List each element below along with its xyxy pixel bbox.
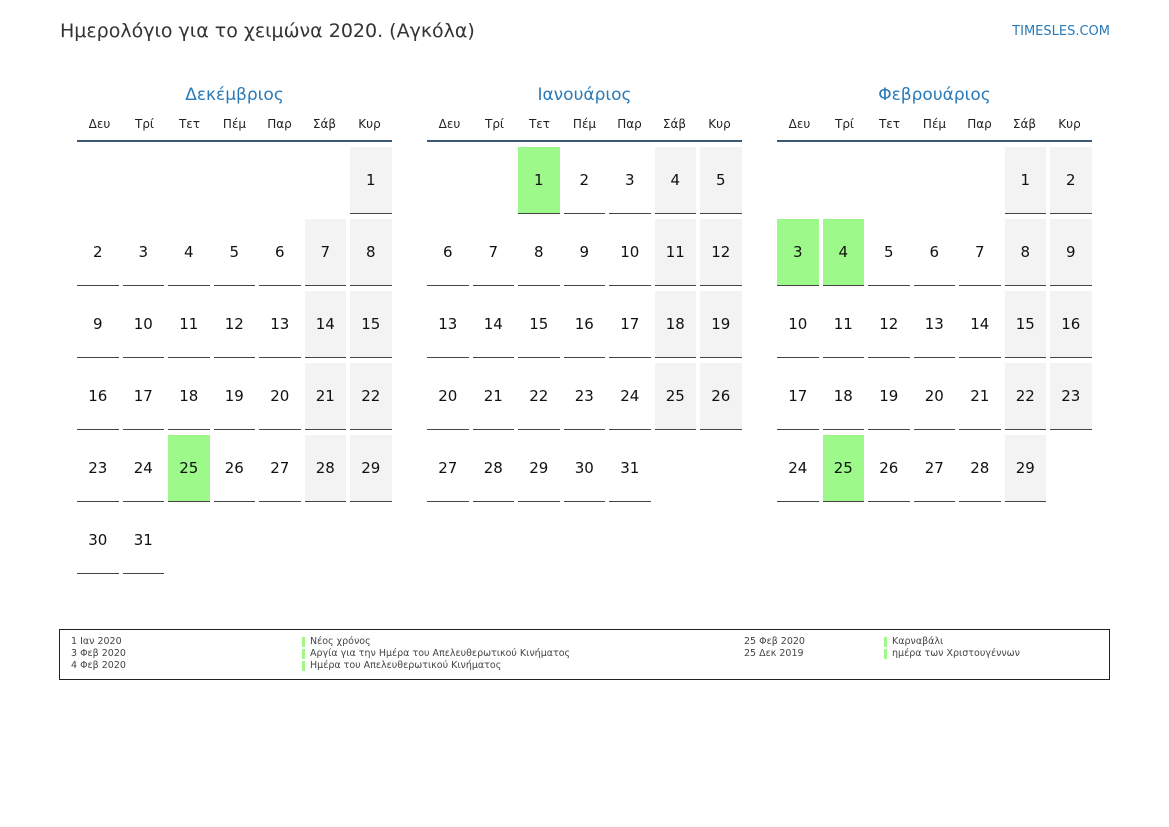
month-name: Δεκέμβριος	[185, 85, 284, 105]
weekday-label: Τετ	[178, 117, 201, 131]
empty-day-cell	[1050, 435, 1092, 501]
empty-day-cell	[700, 435, 742, 501]
holiday-day-cell[interactable]: 3	[777, 219, 819, 286]
empty-day-cell	[77, 147, 119, 213]
day-cell[interactable]: 17	[609, 291, 651, 358]
day-cell[interactable]: 20	[427, 363, 469, 430]
day-cell[interactable]: 3	[609, 147, 651, 214]
empty-day-cell	[168, 147, 210, 213]
day-cell[interactable]: 4	[168, 219, 210, 286]
day-cell[interactable]: 19	[700, 291, 742, 358]
empty-day-cell	[914, 147, 956, 213]
day-cell[interactable]: 24	[777, 435, 819, 502]
holiday-color-swatch	[884, 637, 887, 647]
weekday-label: Σάβ	[662, 117, 687, 131]
weekday-label: Παρ	[267, 117, 292, 131]
day-cell[interactable]: 11	[655, 219, 697, 286]
day-cell[interactable]: 23	[564, 363, 606, 430]
day-grid	[77, 147, 392, 574]
day-cell[interactable]: 16	[1050, 291, 1092, 358]
day-cell[interactable]: 23	[1050, 363, 1092, 430]
weekday-header	[77, 114, 392, 142]
weekday-label: Δευ	[438, 117, 461, 131]
day-cell[interactable]: 19	[868, 363, 910, 430]
weekday-label: Πέμ	[922, 117, 947, 131]
weekday-label: Σάβ	[1012, 117, 1037, 131]
day-cell[interactable]: 2	[564, 147, 606, 214]
day-cell[interactable]: 8	[1005, 219, 1047, 286]
weekday-label: Πέμ	[222, 117, 247, 131]
weekday-header	[427, 114, 742, 142]
holiday-day-cell[interactable]: 25	[823, 435, 865, 502]
day-cell[interactable]: 26	[214, 435, 256, 502]
day-cell[interactable]: 22	[1005, 363, 1047, 430]
day-cell[interactable]: 10	[609, 219, 651, 286]
day-cell[interactable]: 7	[959, 219, 1001, 286]
day-cell[interactable]: 18	[168, 363, 210, 430]
day-cell[interactable]: 12	[214, 291, 256, 358]
empty-day-cell	[259, 147, 301, 213]
day-cell[interactable]: 14	[473, 291, 515, 358]
empty-day-cell	[655, 435, 697, 501]
day-cell[interactable]: 28	[473, 435, 515, 502]
legend-holiday-name: Νέος χρόνος	[310, 636, 371, 647]
day-cell[interactable]: 13	[914, 291, 956, 358]
day-cell[interactable]: 29	[350, 435, 392, 502]
weekday-label: Κυρ	[1058, 117, 1081, 131]
day-cell[interactable]: 17	[777, 363, 819, 430]
empty-day-cell	[123, 147, 165, 213]
holiday-color-swatch	[884, 649, 887, 659]
brand-link[interactable]: TIMESLES.COM	[1012, 24, 1110, 39]
day-cell[interactable]: 10	[777, 291, 819, 358]
legend-date: 4 Φεβ 2020	[71, 660, 126, 671]
day-cell[interactable]: 5	[700, 147, 742, 214]
weekday-label: Κυρ	[358, 117, 381, 131]
day-cell[interactable]: 4	[655, 147, 697, 214]
weekday-label: Τρί	[134, 117, 154, 131]
empty-day-cell	[473, 147, 515, 213]
day-cell[interactable]: 29	[1005, 435, 1047, 502]
empty-day-cell	[350, 507, 392, 573]
empty-day-cell	[868, 147, 910, 213]
day-cell[interactable]: 25	[655, 363, 697, 430]
month-calendar	[77, 84, 392, 574]
legend-date: 25 Δεκ 2019	[744, 648, 804, 659]
day-cell[interactable]: 12	[700, 219, 742, 286]
empty-day-cell	[259, 507, 301, 573]
day-cell[interactable]: 16	[564, 291, 606, 358]
month-name: Ιανουάριος	[537, 85, 632, 105]
day-cell[interactable]: 9	[77, 291, 119, 358]
day-cell[interactable]: 12	[868, 291, 910, 358]
empty-day-cell	[823, 147, 865, 213]
legend-holiday-name: Ημέρα του Απελευθερωτικού Κινήματος	[310, 660, 502, 671]
day-cell[interactable]: 18	[655, 291, 697, 358]
day-cell[interactable]: 15	[350, 291, 392, 358]
holiday-color-swatch	[302, 661, 305, 671]
day-cell[interactable]: 27	[427, 435, 469, 502]
day-cell[interactable]: 24	[123, 435, 165, 502]
weekday-label: Δευ	[88, 117, 111, 131]
day-cell[interactable]: 15	[1005, 291, 1047, 358]
day-cell[interactable]: 21	[473, 363, 515, 430]
day-cell[interactable]: 30	[77, 507, 119, 574]
weekday-label: Τρί	[484, 117, 504, 131]
day-cell[interactable]: 3	[123, 219, 165, 286]
empty-day-cell	[305, 507, 347, 573]
day-cell[interactable]: 31	[123, 507, 165, 574]
day-cell[interactable]: 11	[823, 291, 865, 358]
month-calendar	[777, 84, 1092, 502]
day-cell[interactable]: 8	[350, 219, 392, 286]
legend-holiday-name: Αργία για την Ημέρα του Απελευθερωτικού Κινήματος	[310, 648, 571, 659]
empty-day-cell	[777, 147, 819, 213]
holiday-legend	[59, 629, 1110, 680]
legend-holiday-name: Καρναβάλι	[892, 636, 944, 647]
legend-date: 25 Φεβ 2020	[744, 636, 805, 647]
empty-day-cell	[305, 147, 347, 213]
legend-date: 1 Ιαν 2020	[71, 636, 122, 647]
weekday-label: Παρ	[967, 117, 992, 131]
month-calendar	[427, 84, 742, 502]
holiday-color-swatch	[302, 649, 305, 659]
day-cell[interactable]: 29	[518, 435, 560, 502]
weekday-label: Κυρ	[708, 117, 731, 131]
day-cell[interactable]: 21	[959, 363, 1001, 430]
day-cell[interactable]: 13	[427, 291, 469, 358]
day-cell[interactable]: 28	[305, 435, 347, 502]
day-cell[interactable]: 13	[259, 291, 301, 358]
page-title: Ημερολόγιο για το χειμώνα 2020. (Αγκόλα)	[60, 20, 475, 42]
day-cell[interactable]: 26	[700, 363, 742, 430]
day-cell[interactable]: 23	[77, 435, 119, 502]
weekday-label: Σάβ	[312, 117, 337, 131]
day-cell[interactable]: 14	[305, 291, 347, 358]
weekday-label: Τετ	[528, 117, 551, 131]
day-cell[interactable]: 18	[823, 363, 865, 430]
holiday-color-swatch	[302, 637, 305, 647]
day-cell[interactable]: 20	[259, 363, 301, 430]
day-cell[interactable]: 19	[214, 363, 256, 430]
day-cell[interactable]: 7	[473, 219, 515, 286]
day-cell[interactable]: 1	[1005, 147, 1047, 214]
day-cell[interactable]: 6	[259, 219, 301, 286]
empty-day-cell	[214, 507, 256, 573]
holiday-day-cell[interactable]: 25	[168, 435, 210, 502]
day-grid	[427, 147, 742, 502]
day-cell[interactable]: 9	[564, 219, 606, 286]
empty-day-cell	[427, 147, 469, 213]
day-cell[interactable]: 21	[305, 363, 347, 430]
day-cell[interactable]: 17	[123, 363, 165, 430]
holiday-day-cell[interactable]: 1	[518, 147, 560, 214]
day-cell[interactable]: 10	[123, 291, 165, 358]
day-cell[interactable]: 8	[518, 219, 560, 286]
empty-day-cell	[168, 507, 210, 573]
day-grid	[777, 147, 1092, 502]
day-cell[interactable]: 5	[214, 219, 256, 286]
day-cell[interactable]: 28	[959, 435, 1001, 502]
day-cell[interactable]: 24	[609, 363, 651, 430]
holiday-day-cell[interactable]: 4	[823, 219, 865, 286]
day-cell[interactable]: 30	[564, 435, 606, 502]
day-cell[interactable]: 26	[868, 435, 910, 502]
legend-date: 3 Φεβ 2020	[71, 648, 126, 659]
day-cell[interactable]: 27	[259, 435, 301, 502]
day-cell[interactable]: 15	[518, 291, 560, 358]
day-cell[interactable]: 6	[427, 219, 469, 286]
day-cell[interactable]: 5	[868, 219, 910, 286]
day-cell[interactable]: 14	[959, 291, 1001, 358]
month-name: Φεβρουάριος	[878, 85, 991, 105]
day-cell[interactable]: 6	[914, 219, 956, 286]
weekday-label: Τετ	[878, 117, 901, 131]
day-cell[interactable]: 31	[609, 435, 651, 502]
weekday-label: Δευ	[788, 117, 811, 131]
legend-holiday-name: ημέρα των Χριστουγέννων	[892, 648, 1020, 659]
weekday-label: Πέμ	[572, 117, 597, 131]
day-cell[interactable]: 2	[1050, 147, 1092, 214]
day-cell[interactable]: 1	[350, 147, 392, 214]
day-cell[interactable]: 27	[914, 435, 956, 502]
day-cell[interactable]: 9	[1050, 219, 1092, 286]
weekday-label: Τρί	[834, 117, 854, 131]
day-cell[interactable]: 7	[305, 219, 347, 286]
weekday-header	[777, 114, 1092, 142]
day-cell[interactable]: 11	[168, 291, 210, 358]
day-cell[interactable]: 20	[914, 363, 956, 430]
day-cell[interactable]: 22	[518, 363, 560, 430]
day-cell[interactable]: 22	[350, 363, 392, 430]
day-cell[interactable]: 16	[77, 363, 119, 430]
weekday-label: Παρ	[617, 117, 642, 131]
day-cell[interactable]: 2	[77, 219, 119, 286]
empty-day-cell	[214, 147, 256, 213]
empty-day-cell	[959, 147, 1001, 213]
